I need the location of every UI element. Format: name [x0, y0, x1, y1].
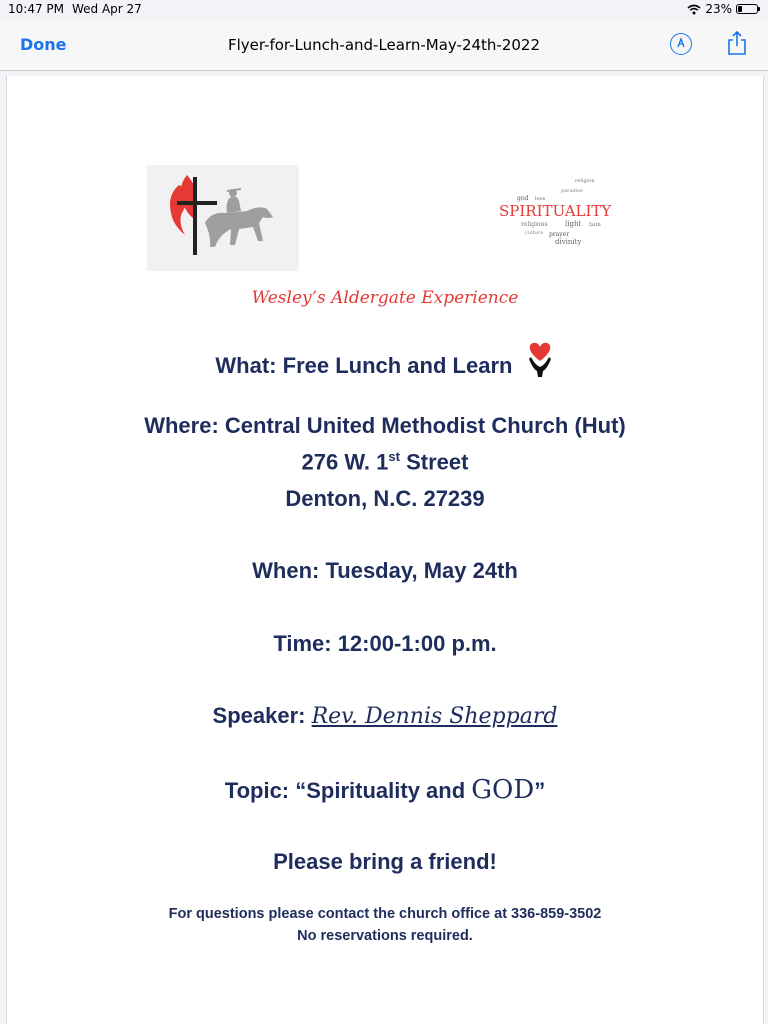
spirituality-word-cloud	[495, 170, 635, 274]
battery-percent: 23%	[705, 2, 732, 16]
speaker-name: Rev. Dennis Sheppard	[311, 704, 558, 729]
word-cloud-word: love	[535, 196, 546, 202]
city-line: Denton, N.C. 27239	[285, 486, 485, 511]
contact-line: For questions please contact the church office at 336-859-3502	[168, 906, 602, 922]
nav-bar	[0, 20, 768, 71]
word-cloud-word: culture	[525, 230, 544, 236]
status-bar	[0, 0, 768, 20]
methodist-logo	[147, 165, 299, 271]
address-ordinal: st	[388, 449, 400, 464]
what-text: What: Free Lunch and Learn	[215, 353, 513, 378]
when-line: When: Tuesday, May 24th	[252, 558, 518, 583]
reservations-line: No reservations required.	[297, 928, 473, 944]
time-line: Time: 12:00-1:00 p.m.	[273, 631, 497, 656]
speaker-label: Speaker:	[212, 703, 312, 728]
wifi-icon	[687, 4, 701, 15]
battery-icon	[736, 4, 758, 14]
markup-pen-icon[interactable]	[670, 33, 692, 55]
word-cloud-main: SPIRITUALITY	[499, 202, 612, 220]
address-line	[7, 449, 763, 475]
word-cloud-word: faith	[589, 222, 601, 228]
word-cloud-word: religions	[521, 221, 548, 228]
address-number: 276 W. 1	[301, 449, 389, 475]
banner-title: Wesley’s Aldergate Experience	[251, 288, 519, 308]
where-line: Where: Central United Methodist Church (Hut)	[144, 413, 626, 438]
word-cloud-word: divinity	[555, 238, 582, 246]
word-cloud-word: god	[517, 195, 529, 202]
word-cloud-word: prayer	[549, 231, 570, 238]
word-cloud-word: paradise	[561, 188, 583, 194]
friend-line: Please bring a friend!	[273, 849, 497, 874]
heart-hands-icon	[525, 341, 555, 377]
share-icon[interactable]	[726, 30, 748, 56]
speaker-line	[7, 703, 763, 729]
address-street: Street	[399, 449, 469, 475]
what-line	[7, 341, 763, 379]
status-right	[687, 2, 758, 16]
document-page	[6, 76, 764, 1024]
topic-suffix: ”	[534, 778, 546, 803]
document-title: Flyer-for-Lunch-and-Learn-May-24th-2022	[227, 36, 541, 54]
topic-line	[7, 775, 763, 805]
status-date: Wed Apr 27	[72, 2, 142, 16]
status-time: 10:47 PM	[8, 2, 64, 16]
done-button[interactable]: Done	[20, 35, 67, 54]
word-cloud-word: religion	[575, 178, 595, 184]
word-cloud-word: light	[565, 220, 582, 228]
topic-prefix: Topic: “Spirituality and	[224, 778, 472, 803]
topic-god: GOD	[471, 775, 535, 805]
